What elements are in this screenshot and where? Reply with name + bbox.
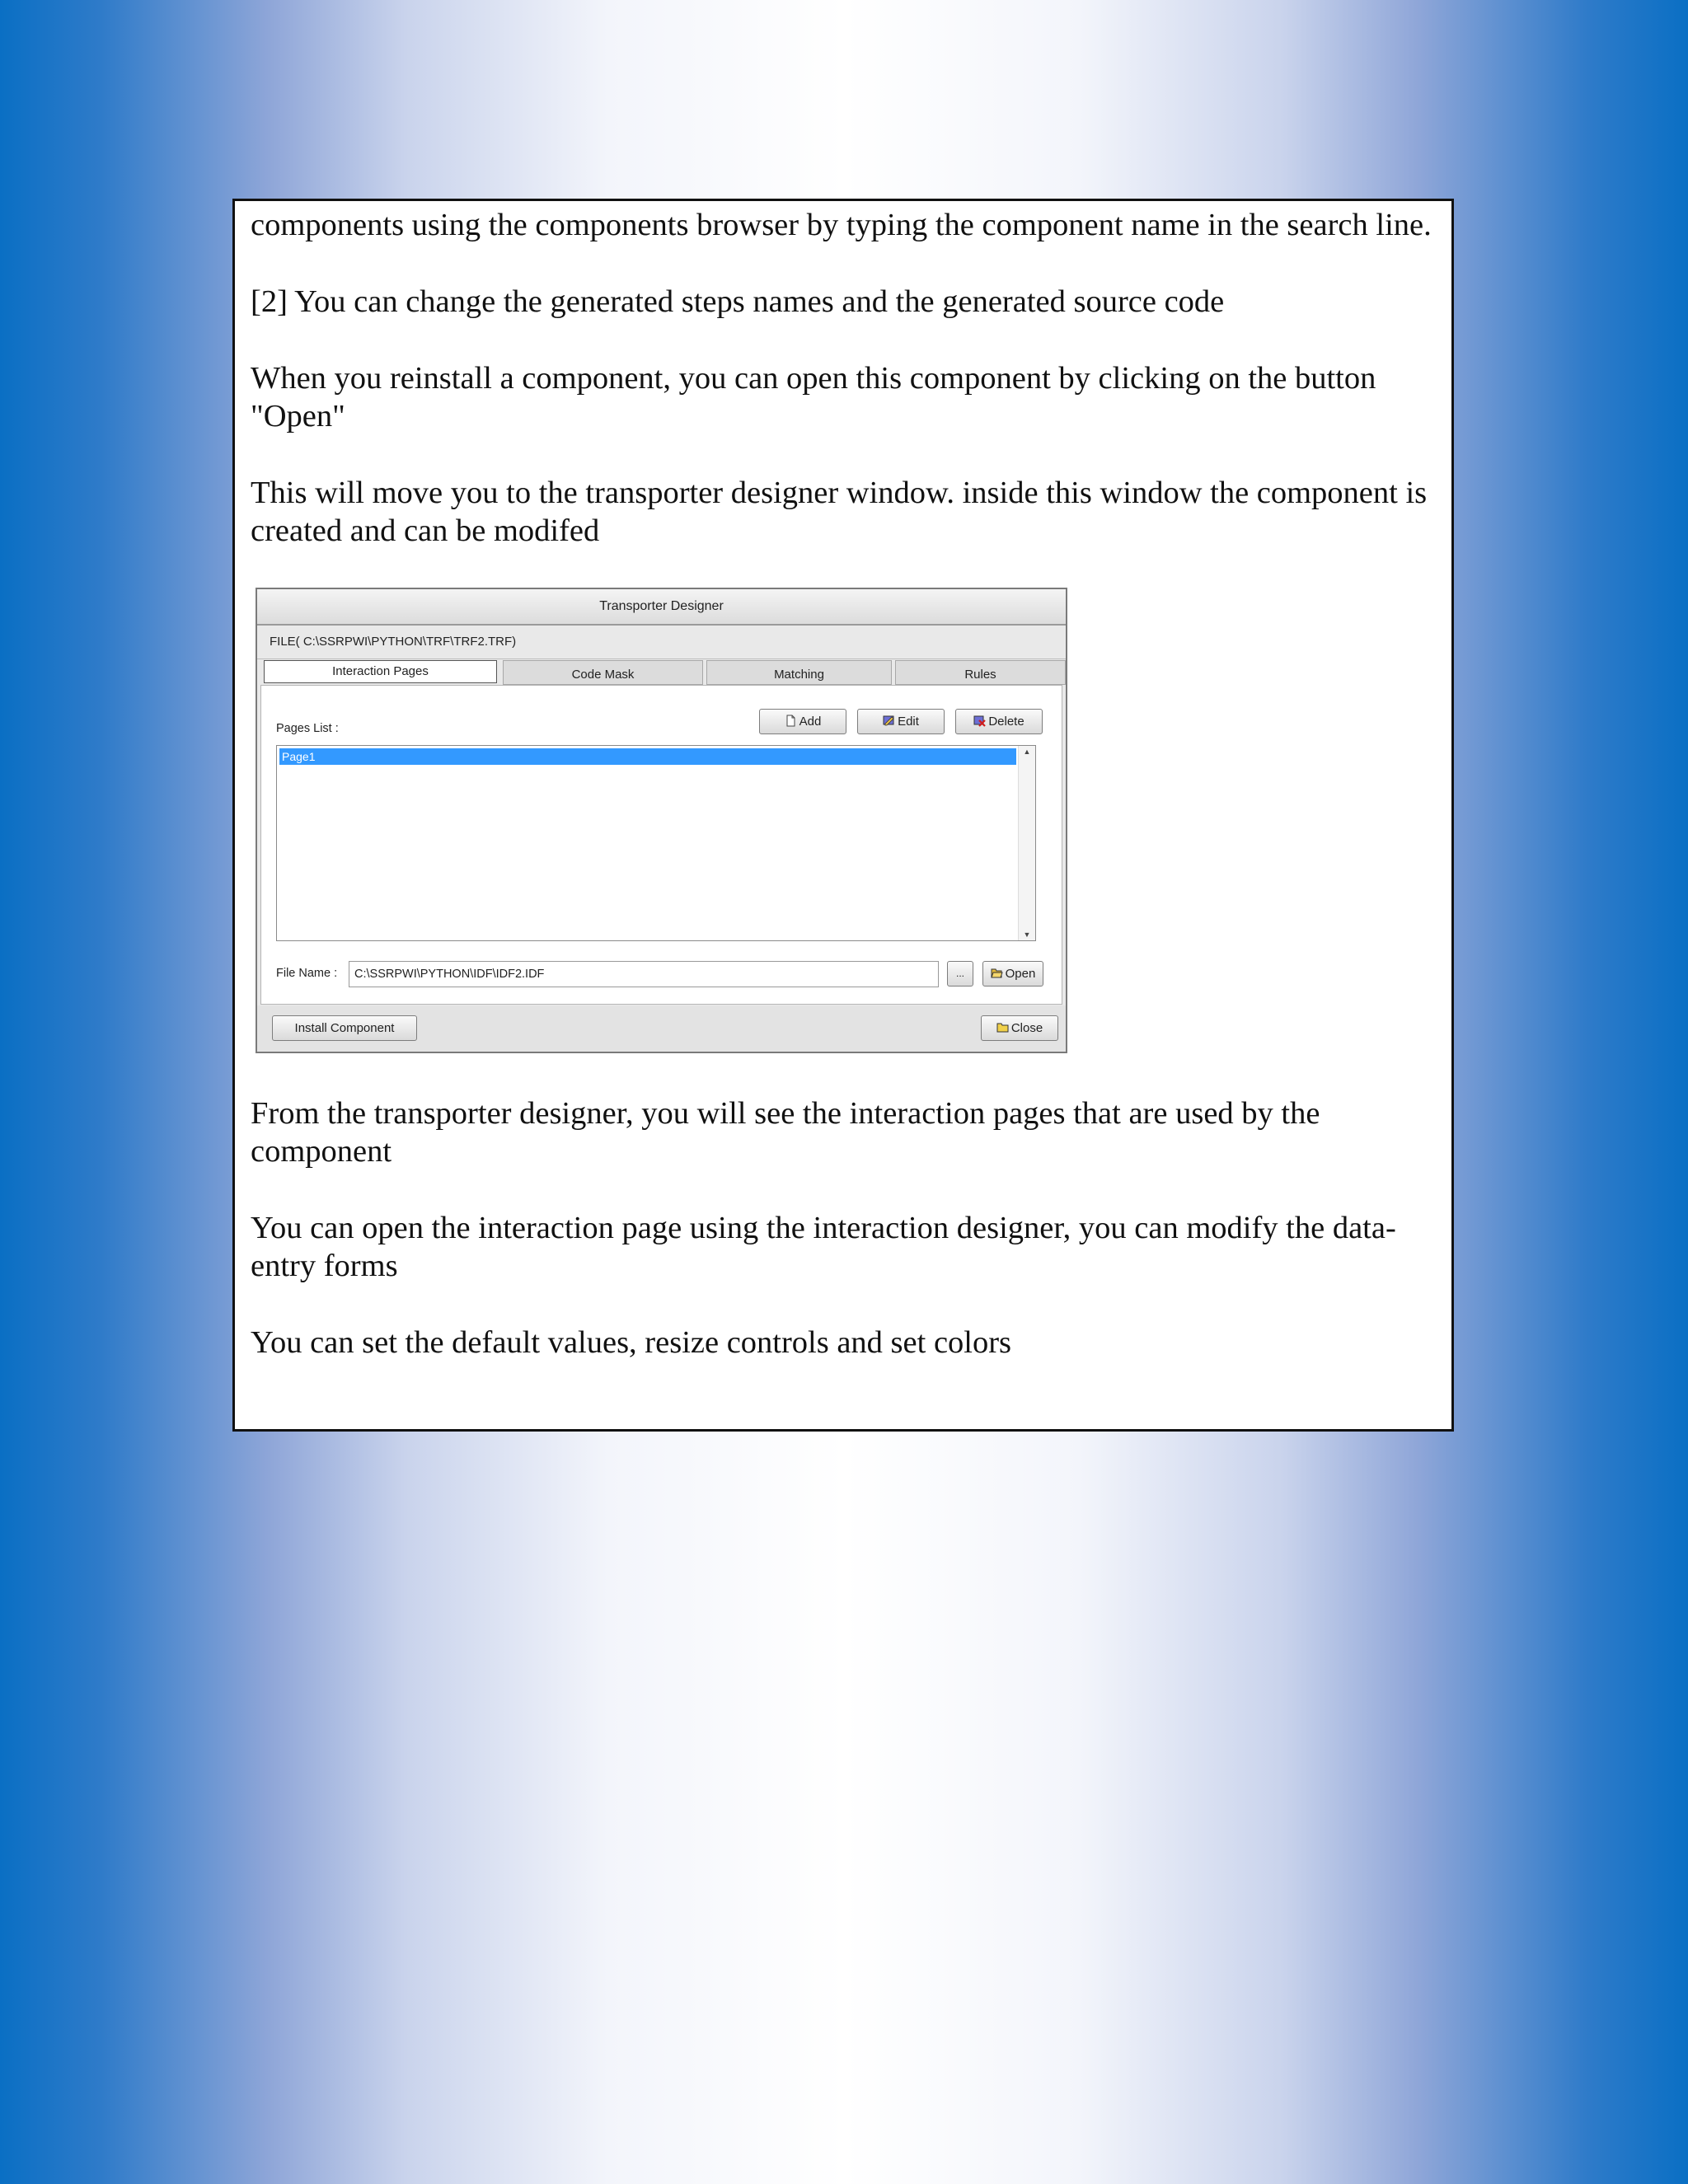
list-item[interactable]: Page1 xyxy=(279,748,1016,765)
window-title: Transporter Designer xyxy=(257,589,1066,626)
paragraph-2: [2] You can change the generated steps names and the generated source code xyxy=(251,284,1225,319)
paragraph-1: components using the components browser by typing the component name in the search line. xyxy=(251,208,1432,242)
window-footer xyxy=(257,1005,1066,1052)
edit-button-label: Edit xyxy=(898,715,919,729)
tab-interaction-pages[interactable]: Interaction Pages xyxy=(264,660,497,683)
pages-list[interactable] xyxy=(276,745,1036,941)
install-component-button[interactable]: Install Component xyxy=(272,1015,417,1041)
delete-icon xyxy=(973,711,986,724)
add-button[interactable] xyxy=(759,709,846,734)
scroll-down-icon[interactable]: ▼ xyxy=(1023,930,1031,939)
close-button-label: Close xyxy=(1010,1021,1043,1035)
document-page xyxy=(232,199,1454,1432)
delete-button[interactable] xyxy=(955,709,1043,734)
paragraph-3: When you reinstall a component, you can open this component by clicking on the button "Open" xyxy=(251,361,1376,434)
tab-rules[interactable]: Rules xyxy=(895,660,1066,685)
interaction-pages-panel xyxy=(260,685,1062,1005)
tab-matching[interactable]: Matching xyxy=(706,660,892,685)
delete-button-label: Delete xyxy=(988,715,1025,729)
edit-icon xyxy=(883,711,895,724)
edit-button[interactable] xyxy=(857,709,945,734)
folder-open-icon xyxy=(991,963,1003,976)
pages-list-label: Pages List : xyxy=(276,722,339,735)
open-button[interactable] xyxy=(982,961,1043,987)
tab-bar xyxy=(262,660,1062,687)
list-scrollbar[interactable] xyxy=(1018,746,1035,940)
paragraph-6: You can open the interaction page using the interaction designer, you can modify the data-entry forms xyxy=(251,1211,1396,1283)
file-name-label: File Name : xyxy=(276,967,338,980)
document-icon xyxy=(785,711,797,724)
add-button-label: Add xyxy=(799,715,822,729)
paragraph-4: This will move you to the transporter designer window. inside this window the component is created and can be modifed xyxy=(251,476,1428,548)
folder-icon xyxy=(996,1018,1009,1030)
file-name-field[interactable]: C:\SSRPWI\PYTHON\IDF\IDF2.IDF xyxy=(349,961,939,987)
paragraph-7: You can set the default values, resize controls and set colors xyxy=(251,1325,1012,1360)
paragraph-5: From the transporter designer, you will see the interaction pages that are used by the component xyxy=(251,1096,1320,1169)
scroll-up-icon[interactable]: ▲ xyxy=(1023,748,1031,756)
transporter-designer-window xyxy=(256,588,1067,1053)
tab-code-mask[interactable]: Code Mask xyxy=(503,660,703,685)
browse-button[interactable]: ... xyxy=(947,961,973,987)
close-button[interactable] xyxy=(981,1015,1058,1041)
file-path-label: FILE( C:\SSRPWI\PYTHON\TRF\TRF2.TRF) xyxy=(257,626,1066,659)
open-button-label: Open xyxy=(1005,967,1036,981)
